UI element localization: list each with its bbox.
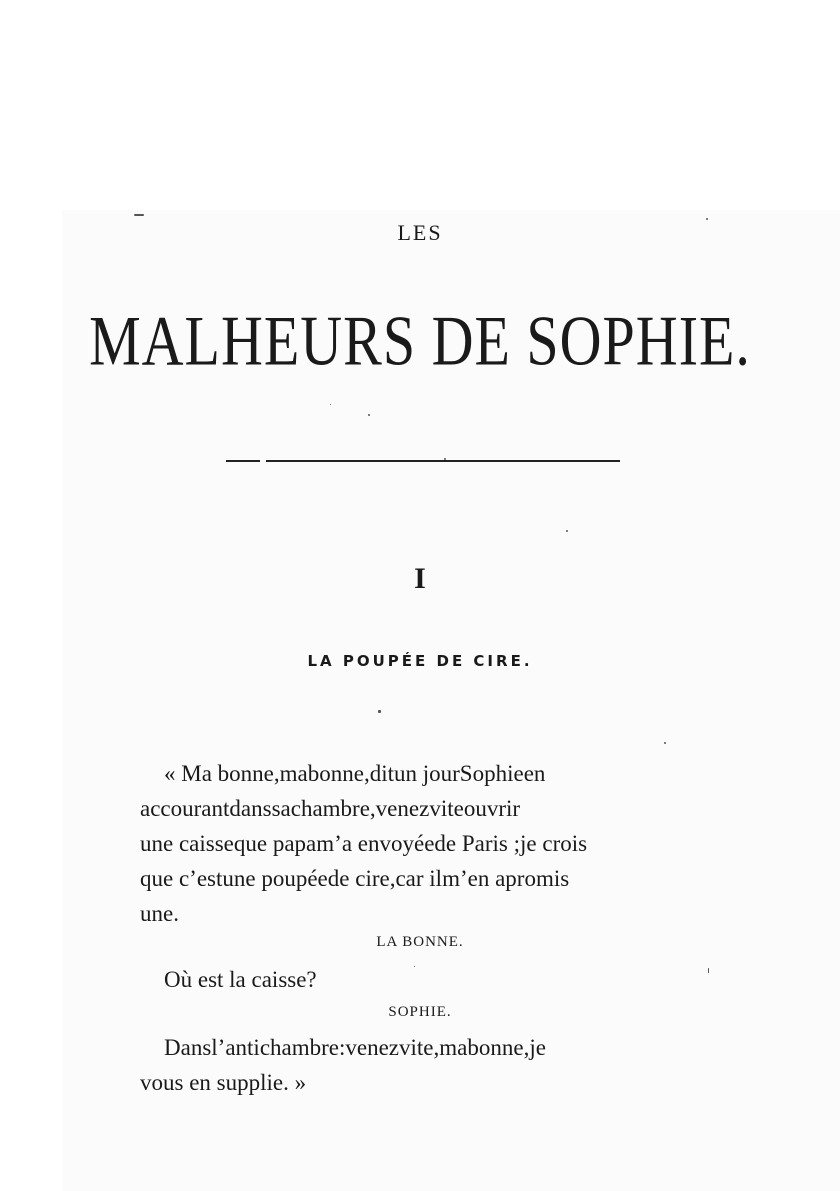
paragraph-1-line-1: « Ma bonne,mabonne,ditun jourSophieen <box>164 761 546 786</box>
title-rule-left <box>226 460 260 462</box>
speaker-sophie: SOPHIE. <box>388 1004 452 1020</box>
print-speck <box>378 710 381 713</box>
print-speck <box>134 214 144 216</box>
print-speck <box>330 404 331 405</box>
paragraph-2-line-2: vous en supplie. » <box>140 1070 307 1095</box>
paragraph-1 <box>140 756 702 931</box>
book-title: MALHEURS DE SOPHIE. <box>89 301 751 381</box>
title-rule-right <box>266 460 620 462</box>
paragraph-1-line-4: que c’estune poupéede cire,car ilm’en apromis <box>140 866 570 891</box>
speaker-la-bonne: LA BONNE. <box>376 934 464 950</box>
print-speck <box>706 218 708 220</box>
paragraph-1-line-2: accourantdanssachambre,venezviteouvrir <box>140 796 521 821</box>
paragraph-1-line-5: une. <box>140 901 179 926</box>
print-speck <box>444 458 446 460</box>
chapter-title: LA POUPÉE DE CIRE. <box>307 652 533 670</box>
paragraph-2-line-1: Dansl’antichambre:venezvite,mabonne,je <box>164 1035 546 1060</box>
print-speck <box>664 742 666 744</box>
paragraph-2 <box>140 1030 702 1100</box>
print-speck <box>414 966 415 967</box>
chapter-number: I <box>414 562 426 595</box>
paragraph-1-line-3: une caisseque papam’a envoyéede Paris ;je crois <box>140 831 588 856</box>
dialogue-line-1: Où est la caisse? <box>164 967 317 992</box>
title-prefix: LES <box>397 220 443 245</box>
print-speck <box>566 530 568 532</box>
print-speck <box>708 968 709 973</box>
print-speck <box>368 414 370 416</box>
